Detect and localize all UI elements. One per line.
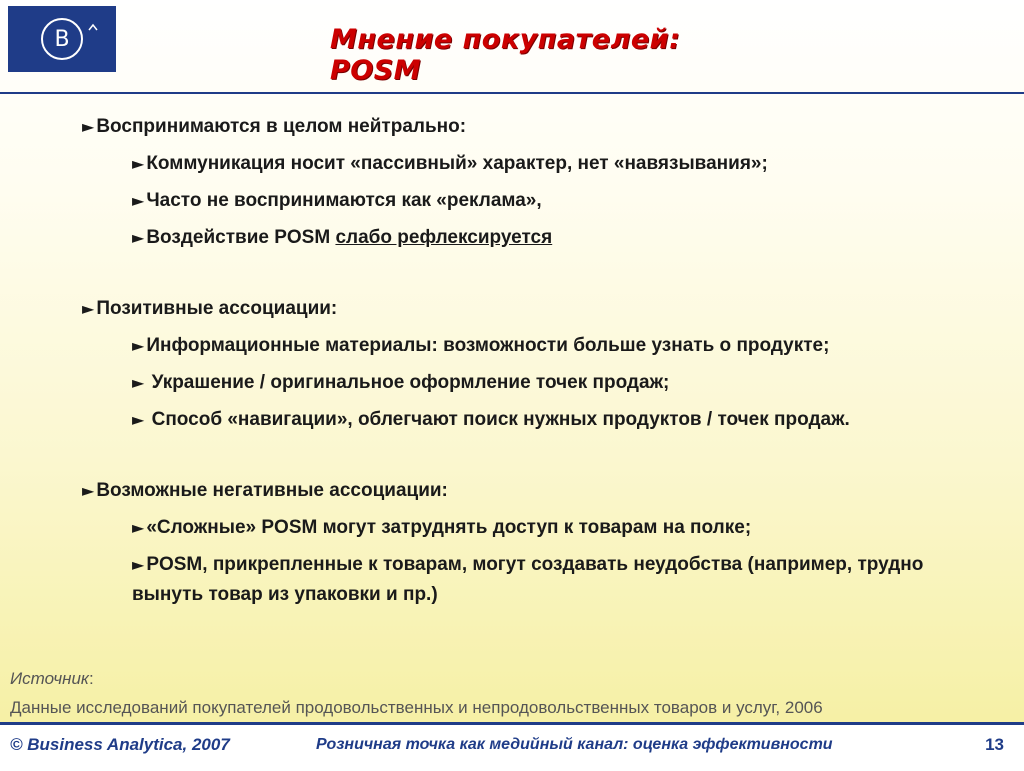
list-item-text: Часто не воспринимаются как «реклама», (146, 190, 542, 211)
list-item (82, 509, 982, 546)
page-title: Мнение покупателей: POSM (330, 24, 681, 86)
company-logo (8, 6, 116, 72)
arrow-right-icon: ► (132, 191, 145, 210)
list-item-text: Коммуникация носит «пассивный» характер, нет «навязывания»; (146, 153, 768, 174)
arrow-right-icon: ► (132, 154, 145, 173)
section-heading-text: Возможные негативные ассоциации: (96, 480, 448, 501)
list-item-text: Информационные материалы: возможности больше узнать о продукте; (146, 335, 830, 356)
list-item (82, 364, 982, 401)
arrow-right-icon: ► (132, 555, 145, 574)
list-item (82, 401, 982, 438)
list-item (82, 145, 982, 182)
footer-copyright: © Business Analytica, 2007 (10, 735, 230, 754)
logo-circle (41, 18, 83, 60)
section-heading (82, 472, 982, 509)
logo-caret-icon (88, 18, 98, 36)
arrow-right-icon: ► (82, 481, 95, 500)
arrow-right-icon: ► (132, 336, 145, 355)
list-item (82, 546, 952, 610)
list-item (82, 219, 982, 256)
footer-subtitle: Розничная точка как медийный канал: оценка эффективности (316, 736, 833, 753)
header-divider (0, 92, 1024, 94)
source-colon: : (88, 669, 94, 688)
source-note (10, 664, 1010, 722)
list-item-text: Воздействие POSM (146, 227, 336, 248)
list-item-text: Украшение / оригинальное оформление точек продаж; (151, 372, 670, 393)
list-item (82, 182, 982, 219)
arrow-right-icon: ► (82, 299, 95, 318)
section-heading-text: Позитивные ассоциации: (96, 298, 338, 319)
list-item-text: «Сложные» POSM могут затруднять доступ к товарам на полке; (146, 517, 752, 538)
arrow-right-icon: ► (132, 410, 145, 429)
list-item-text: POSM, прикрепленные к товарам, могут создавать неудобства (например, трудно вынуть товар из упаковки и пр.) (132, 554, 924, 605)
arrow-right-icon: ► (132, 518, 145, 537)
list-item (82, 327, 982, 364)
arrow-right-icon: ► (132, 228, 145, 247)
logo-letter: B (54, 26, 70, 52)
source-text: Данные исследований покупателей продовольственных и непродовольственных товаров и услуг, 2006 (10, 698, 823, 717)
section-heading (82, 108, 982, 145)
underlined-text: слабо рефлексируется (335, 227, 553, 248)
section-heading-text: Воспринимаются в целом нейтрально: (96, 116, 467, 137)
page-number: 13 (985, 735, 1004, 754)
source-label: Источник (10, 669, 89, 688)
arrow-right-icon: ► (82, 117, 95, 136)
list-item-text: Способ «навигации», облегчают поиск нужных продуктов / точек продаж. (151, 409, 850, 430)
main-content (82, 108, 982, 610)
arrow-right-icon: ► (132, 373, 145, 392)
section-heading (82, 290, 982, 327)
footer (0, 722, 1024, 771)
